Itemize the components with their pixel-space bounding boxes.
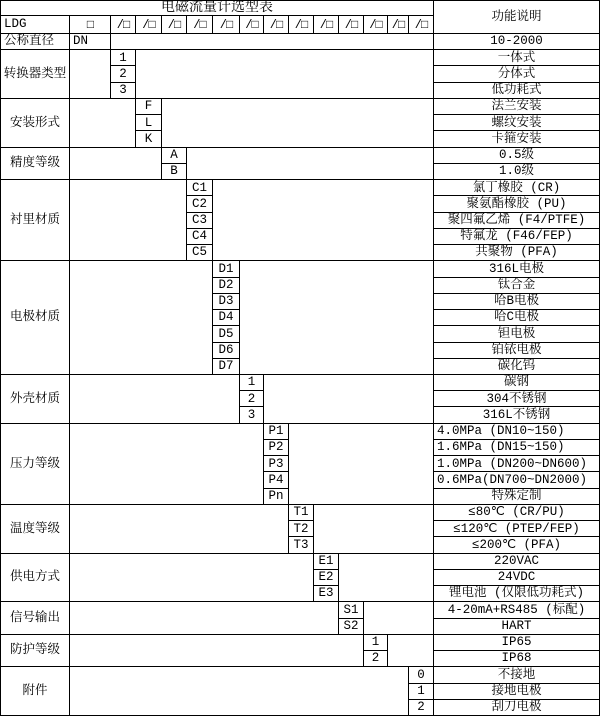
option-code: P3 <box>264 456 289 472</box>
option-code: C1 <box>187 180 213 196</box>
option-desc: 特氟龙 (F46/FEP) <box>434 229 600 245</box>
option-code: 1 <box>364 635 388 651</box>
spacer <box>240 261 434 375</box>
option-desc: 法兰安装 <box>434 99 600 115</box>
model-slot: /□ <box>409 16 434 34</box>
option-desc: 锂电池 (仅限低功耗式) <box>434 586 600 602</box>
option-code: D2 <box>213 278 240 294</box>
option-desc: 碳化钨 <box>434 359 600 375</box>
option-code: 3 <box>240 407 264 423</box>
option-code: E3 <box>314 586 339 602</box>
option-desc: HART <box>434 619 600 635</box>
option-desc: 一体式 <box>434 50 600 66</box>
group-label: 电极材质 <box>1 261 70 375</box>
function-column-header: 功能说明 <box>434 1 600 34</box>
option-desc: 刮刀电极 <box>434 700 600 716</box>
spacer <box>70 50 111 99</box>
option-code: 2 <box>409 700 434 716</box>
option-desc: 聚氨酯橡胶 (PU) <box>434 196 600 212</box>
option-code: D7 <box>213 359 240 375</box>
spacer <box>136 50 434 99</box>
option-desc: 分体式 <box>434 66 600 82</box>
model-slot: /□ <box>136 16 162 34</box>
option-code: S2 <box>339 619 364 635</box>
spacer <box>70 424 264 505</box>
spacer <box>70 635 364 667</box>
option-desc: 卡箍安装 <box>434 131 600 147</box>
option-desc: 聚四氟乙烯 (F4/PTFE) <box>434 213 600 229</box>
spacer <box>70 602 339 634</box>
option-code: E1 <box>314 554 339 570</box>
option-desc: 1.0MPa (DN200~DN600) <box>434 456 600 472</box>
option-code: 0 <box>409 667 434 683</box>
option-desc: IP65 <box>434 635 600 651</box>
spacer <box>70 148 162 180</box>
option-desc: 共聚物 (PFA) <box>434 245 600 261</box>
model-slot: /□ <box>264 16 289 34</box>
option-code: P4 <box>264 472 289 488</box>
group-label: 衬里材质 <box>1 180 70 261</box>
option-code: S1 <box>339 602 364 618</box>
group-label: 转换器类型 <box>1 50 70 99</box>
spacer <box>289 424 434 505</box>
option-code: 3 <box>111 83 136 99</box>
option-desc: IP68 <box>434 651 600 667</box>
model-prefix: LDG <box>1 16 70 34</box>
option-code: 2 <box>111 66 136 82</box>
option-desc: 不接地 <box>434 667 600 683</box>
model-box-placeholder: □ <box>70 16 111 34</box>
option-desc: 接地电极 <box>434 684 600 700</box>
option-code: D5 <box>213 326 240 342</box>
diameter-desc: 10-2000 <box>434 34 600 50</box>
option-code: T1 <box>289 505 314 521</box>
option-desc: 316L电极 <box>434 261 600 277</box>
model-slot: /□ <box>240 16 264 34</box>
option-code: 1 <box>240 375 264 391</box>
option-desc: 1.0级 <box>434 164 600 180</box>
spacer <box>70 180 187 261</box>
option-code: E2 <box>314 570 339 586</box>
option-code: P1 <box>264 424 289 440</box>
option-code: D6 <box>213 343 240 359</box>
option-code: C4 <box>187 229 213 245</box>
option-code: T3 <box>289 537 314 553</box>
model-slot: /□ <box>339 16 364 34</box>
option-desc: 铂铱电极 <box>434 343 600 359</box>
option-desc: 碳钢 <box>434 375 600 391</box>
spacer <box>187 148 434 180</box>
option-desc: 316L不锈钢 <box>434 407 600 423</box>
row-label-diameter: 公称直径 <box>1 34 70 50</box>
spacer <box>388 635 434 667</box>
option-desc: 氯丁橡胶 (CR) <box>434 180 600 196</box>
option-code: C3 <box>187 213 213 229</box>
option-desc: 304不锈钢 <box>434 391 600 407</box>
option-code: L <box>136 115 162 131</box>
option-code: T2 <box>289 521 314 537</box>
option-desc: 特殊定制 <box>434 489 600 505</box>
option-code: 1 <box>409 684 434 700</box>
spacer <box>70 261 213 375</box>
option-code: B <box>162 164 187 180</box>
spacer <box>70 667 409 716</box>
spacer <box>70 554 314 603</box>
group-label: 外壳材质 <box>1 375 70 424</box>
option-desc: 钛合金 <box>434 278 600 294</box>
option-desc: 哈C电极 <box>434 310 600 326</box>
group-label: 供电方式 <box>1 554 70 603</box>
option-code: 2 <box>240 391 264 407</box>
model-slot: /□ <box>289 16 314 34</box>
option-desc: 低功耗式 <box>434 83 600 99</box>
option-desc: 哈B电极 <box>434 294 600 310</box>
model-slot: /□ <box>111 16 136 34</box>
option-desc: ≤200℃ (PFA) <box>434 537 600 553</box>
model-slot: /□ <box>162 16 187 34</box>
spacer <box>162 99 434 148</box>
model-slot: /□ <box>187 16 213 34</box>
spacer <box>70 505 289 554</box>
group-label: 压力等级 <box>1 424 70 505</box>
table-title: 电磁流量计选型表 <box>1 1 434 16</box>
model-slot: /□ <box>388 16 409 34</box>
group-label: 温度等级 <box>1 505 70 554</box>
option-code: A <box>162 148 187 164</box>
group-label: 附件 <box>1 667 70 716</box>
group-label: 防护等级 <box>1 635 70 667</box>
option-code: 2 <box>364 651 388 667</box>
diameter-code: DN <box>70 34 111 50</box>
option-code: Pn <box>264 489 289 505</box>
option-code: F <box>136 99 162 115</box>
option-desc: 4-20mA+RS485 (标配) <box>434 602 600 618</box>
model-slot: /□ <box>364 16 388 34</box>
option-desc: ≤120℃ (PTEP/FEP) <box>434 521 600 537</box>
option-desc: 4.0MPa (DN10~150) <box>434 424 600 440</box>
option-code: K <box>136 131 162 147</box>
group-label: 信号输出 <box>1 602 70 634</box>
option-desc: 1.6MPa (DN15~150) <box>434 440 600 456</box>
model-slot: /□ <box>314 16 339 34</box>
spacer <box>70 99 136 148</box>
group-label: 精度等级 <box>1 148 70 180</box>
option-code: P2 <box>264 440 289 456</box>
option-desc: ≤80℃ (CR/PU) <box>434 505 600 521</box>
option-code: D3 <box>213 294 240 310</box>
spacer <box>364 602 434 634</box>
option-desc: 24VDC <box>434 570 600 586</box>
option-code: C5 <box>187 245 213 261</box>
spacer <box>314 505 434 554</box>
option-desc: 0.5级 <box>434 148 600 164</box>
option-desc: 0.6MPa(DN700~DN2000) <box>434 472 600 488</box>
spacer <box>213 180 434 261</box>
spacer <box>339 554 434 603</box>
group-label: 安装形式 <box>1 99 70 148</box>
option-desc: 钽电极 <box>434 326 600 342</box>
option-desc: 螺纹安装 <box>434 115 600 131</box>
option-code: 1 <box>111 50 136 66</box>
spacer <box>70 375 240 424</box>
option-desc: 220VAC <box>434 554 600 570</box>
option-code: C2 <box>187 196 213 212</box>
spacer <box>111 34 434 50</box>
option-code: D1 <box>213 261 240 277</box>
option-code: D4 <box>213 310 240 326</box>
spacer <box>264 375 434 424</box>
model-slot: /□ <box>213 16 240 34</box>
